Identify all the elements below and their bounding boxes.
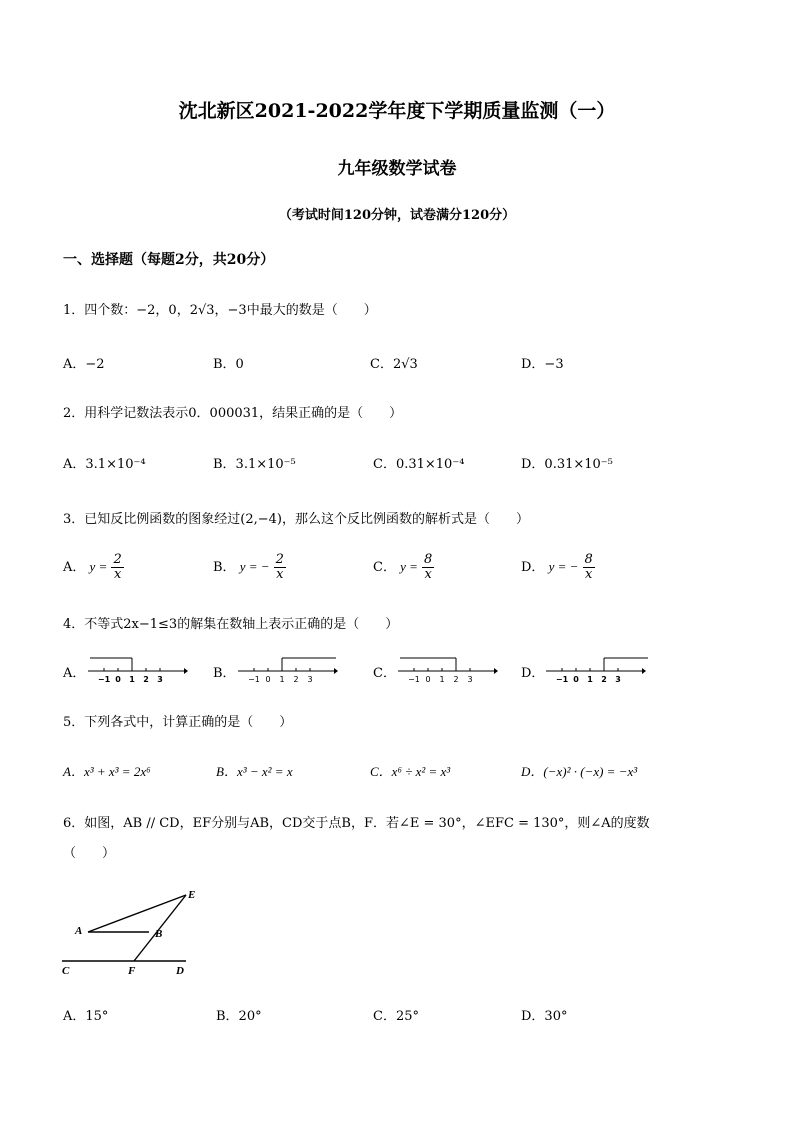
question-6-option-a[interactable]: A．15° [63, 1009, 109, 1024]
page-subtitle: 九年级数学试卷 [337, 159, 457, 179]
tick-label: 0 [425, 675, 431, 684]
number-line-a [88, 652, 188, 686]
section-heading: 一、选择题（每题2分，共20分） [63, 252, 275, 268]
tick-label: 0 [573, 675, 579, 684]
tick-label: −1 [555, 675, 569, 684]
tick-label: 3 [157, 675, 163, 684]
option-lhs: y = [89, 559, 108, 574]
question-6-option-d[interactable]: D．30° [521, 1009, 568, 1024]
fraction-numerator: 8 [424, 552, 433, 567]
question-2-option-a[interactable]: A．3.1×10⁻⁴ [63, 457, 146, 472]
point-label-d: D [176, 965, 184, 977]
question-3-option-a[interactable] [63, 553, 124, 582]
question-4-option-a[interactable] [63, 662, 85, 681]
fraction-numerator: 8 [584, 552, 593, 567]
tick-label: 1 [587, 675, 593, 684]
fraction-denominator: x [113, 567, 122, 582]
option-label: C． [373, 666, 396, 681]
option-fraction [422, 553, 434, 582]
option-label: B． [213, 666, 236, 681]
tick-label: 1 [129, 675, 135, 684]
question-4-option-b[interactable] [213, 662, 236, 681]
question-6-stem: 6．如图，AB // CD，EF分别与AB，CD交于点B，F．若∠E = 30°，∠EFC = 130°，则∠A的度数 [63, 816, 650, 831]
fraction-denominator: x [424, 567, 432, 582]
question-2-option-b[interactable]: B．3.1×10⁻⁵ [213, 457, 296, 472]
tick-label: −1 [248, 675, 260, 684]
question-5-option-c[interactable]: C．x⁶ ÷ x² = x³ [370, 764, 451, 779]
question-4-option-c[interactable] [373, 662, 396, 681]
point-label-f: F [128, 965, 136, 977]
tick-label: 2 [143, 675, 149, 684]
question-6-option-c[interactable]: C．25° [373, 1009, 419, 1024]
tick-label: −1 [97, 675, 111, 684]
question-6-option-b[interactable]: B．20° [216, 1009, 262, 1024]
question-4-option-d[interactable] [521, 662, 544, 681]
question-6-stem-continued: （ ） [63, 846, 116, 861]
question-3-option-c[interactable] [373, 553, 434, 582]
tick-label: 2 [453, 675, 459, 684]
option-label: A． [63, 560, 86, 575]
option-label: A． [63, 666, 86, 681]
option-lhs: y = − [239, 559, 270, 574]
fraction-numerator: 2 [275, 552, 284, 567]
option-fraction [583, 553, 595, 582]
option-label: D． [521, 560, 545, 575]
option-lhs: y = − [548, 559, 579, 574]
option-label: D． [521, 666, 545, 681]
question-1-option-c[interactable]: C．2√3 [370, 357, 418, 372]
question-5-option-d[interactable]: D．(−x)² · (−x) = −x³ [521, 764, 638, 779]
tick-label: 3 [307, 675, 313, 684]
question-3-option-d[interactable] [521, 553, 595, 582]
fraction-numerator: 2 [113, 552, 122, 567]
question-1-option-b[interactable]: B．0 [213, 357, 244, 372]
point-label-c: C [62, 965, 70, 977]
fraction-denominator: x [276, 567, 284, 582]
option-fraction [274, 553, 286, 582]
question-2-option-c[interactable]: C．0.31×10⁻⁴ [373, 457, 465, 472]
point-label-b: B [155, 928, 163, 940]
question-2-stem: 2．用科学记数法表示0．000031，结果正确的是（ ） [63, 406, 403, 421]
question-5-stem: 5．下列各式中，计算正确的是（ ） [63, 715, 293, 730]
tick-label: 3 [615, 675, 621, 684]
number-line-b [238, 652, 338, 686]
question-1-option-d[interactable]: D．−3 [521, 357, 564, 372]
question-2-option-d[interactable]: D．0.31×10⁻⁵ [521, 457, 613, 472]
tick-label: 1 [439, 675, 445, 684]
option-lhs: y = [400, 559, 418, 574]
fraction-denominator: x [585, 567, 593, 582]
option-label: C． [373, 560, 396, 575]
question-3-option-b[interactable] [213, 553, 286, 582]
question-5-option-b[interactable]: B．x³ − x² = x [216, 764, 293, 779]
tick-label: 1 [279, 675, 285, 684]
point-label-e: E [188, 889, 196, 901]
number-line-c [398, 652, 498, 686]
question-4-stem: 4．不等式2x−1≤3的解集在数轴上表示正确的是（ ） [63, 617, 399, 632]
number-line-d [546, 652, 650, 686]
option-fraction [111, 553, 123, 582]
question-1-option-a[interactable]: A．−2 [63, 357, 105, 372]
question-6-figure [58, 882, 203, 982]
question-3-stem: 3．已知反比例函数的图象经过(2,−4)，那么这个反比例函数的解析式是（ ） [63, 512, 529, 527]
exam-note: （考试时间120分钟，试卷满分120分） [278, 208, 516, 223]
tick-label: 2 [293, 675, 299, 684]
point-label-a: A [75, 925, 83, 937]
question-1-stem: 1．四个数：−2，0，2√3，−3中最大的数是（ ） [63, 303, 377, 318]
tick-label: −1 [408, 675, 420, 684]
tick-label: 0 [115, 675, 121, 684]
option-label: B． [213, 560, 236, 575]
tick-label: 3 [467, 675, 473, 684]
page-title: 沈北新区2021-2022学年度下学期质量监测（一） [178, 100, 616, 122]
tick-label: 0 [265, 675, 271, 684]
tick-label: 2 [601, 675, 607, 684]
question-5-option-a[interactable]: A．x³ + x³ = 2x⁶ [63, 764, 151, 779]
